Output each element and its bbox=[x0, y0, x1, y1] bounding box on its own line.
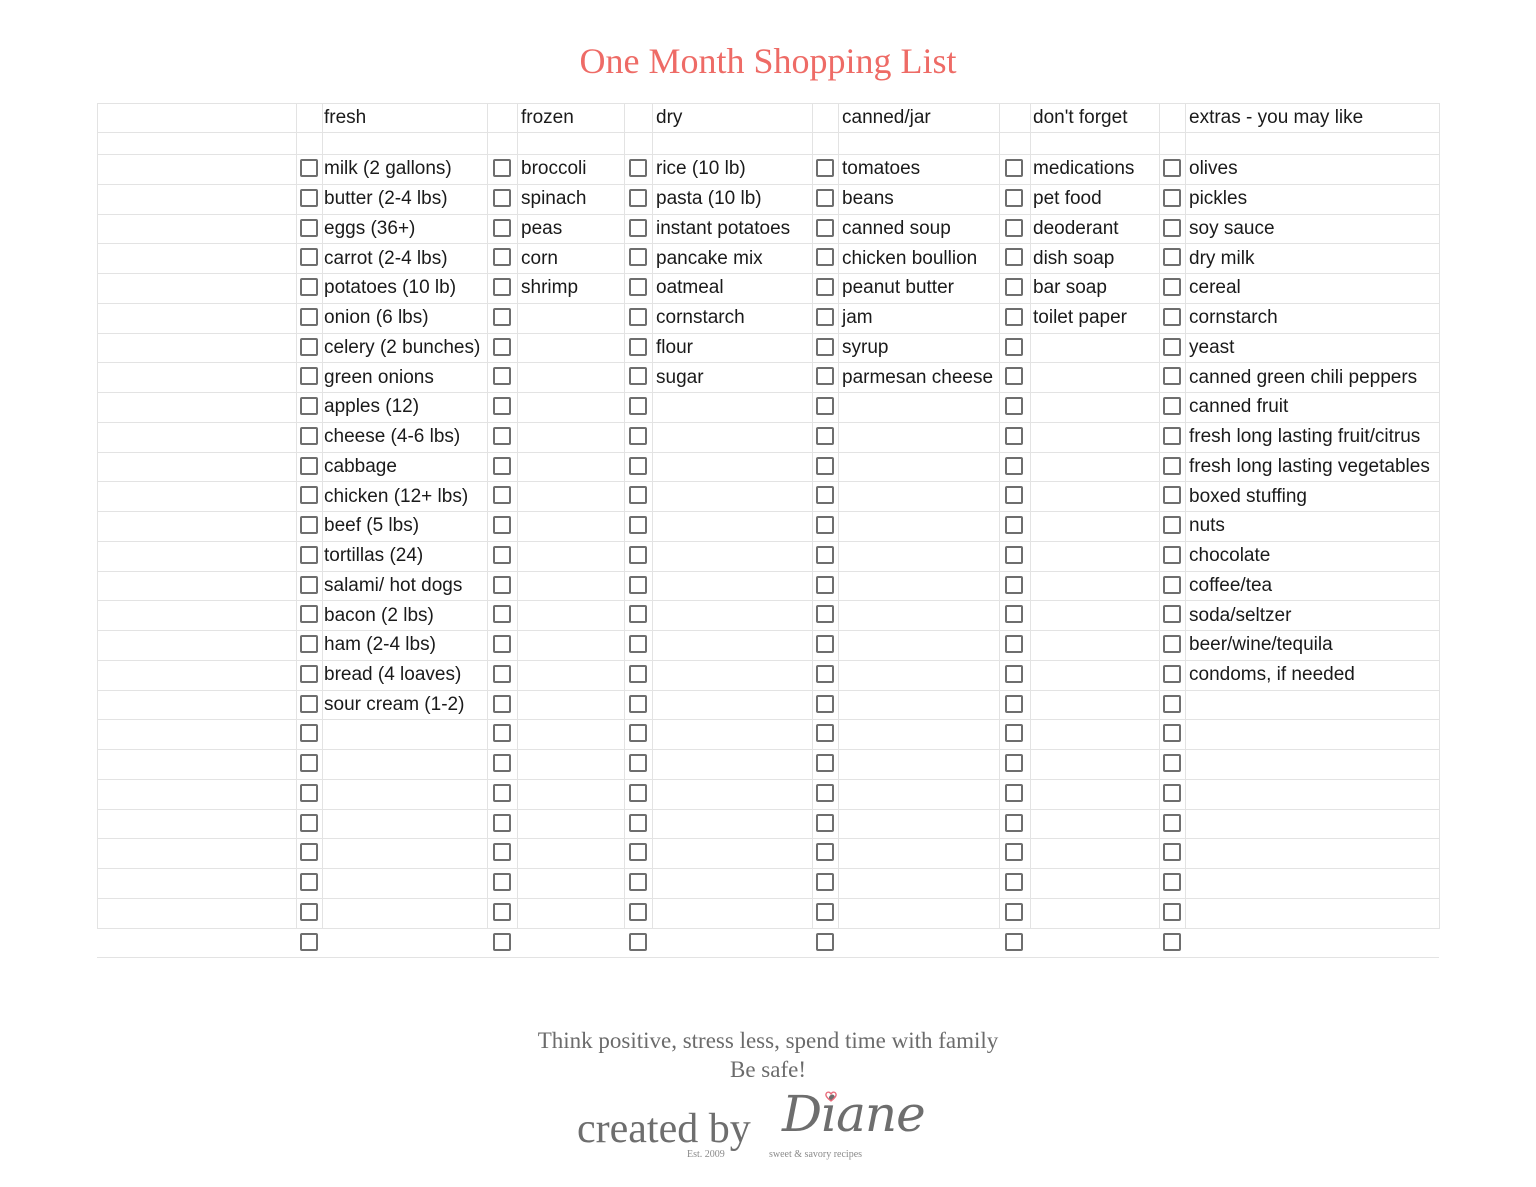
list-item-dry: pancake mix bbox=[656, 247, 763, 269]
table-row bbox=[97, 304, 1439, 334]
table-row bbox=[97, 482, 1439, 512]
checkbox-dry[interactable] bbox=[629, 605, 647, 623]
footer-motto: Think positive, stress less, spend time with family bbox=[537, 1028, 999, 1053]
checkbox-dont_forget[interactable] bbox=[1005, 516, 1023, 534]
list-item-fresh: bacon (2 lbs) bbox=[324, 604, 434, 626]
checkbox-dry[interactable] bbox=[629, 457, 647, 475]
list-item-extras: cereal bbox=[1189, 277, 1241, 299]
checkbox-dry[interactable] bbox=[629, 576, 647, 594]
checkbox-fresh[interactable] bbox=[300, 873, 318, 891]
checkbox-extras[interactable] bbox=[1163, 665, 1181, 683]
checkbox-canned[interactable] bbox=[816, 814, 834, 832]
checkbox-frozen[interactable] bbox=[493, 635, 511, 653]
checkbox-extras[interactable] bbox=[1163, 427, 1181, 445]
checkbox-dry[interactable] bbox=[629, 903, 647, 921]
checkbox-frozen[interactable] bbox=[493, 933, 511, 951]
checkbox-canned[interactable] bbox=[816, 219, 834, 237]
checkbox-frozen[interactable] bbox=[493, 457, 511, 475]
list-item-fresh: cabbage bbox=[324, 455, 397, 477]
checkbox-dry[interactable] bbox=[629, 486, 647, 504]
checkbox-dont_forget[interactable] bbox=[1005, 903, 1023, 921]
table-row bbox=[97, 720, 1439, 750]
checkbox-frozen[interactable] bbox=[493, 873, 511, 891]
checkbox-frozen[interactable] bbox=[493, 248, 511, 266]
logo-main-text: created by bbox=[577, 1106, 751, 1152]
list-item-dry: sugar bbox=[656, 366, 704, 388]
checkbox-fresh[interactable] bbox=[300, 784, 318, 802]
list-item-extras: dry milk bbox=[1189, 247, 1255, 269]
checkbox-fresh[interactable] bbox=[300, 219, 318, 237]
checkbox-frozen[interactable] bbox=[493, 903, 511, 921]
checkbox-extras[interactable] bbox=[1163, 397, 1181, 415]
table-row bbox=[97, 185, 1439, 215]
checkbox-frozen[interactable] bbox=[493, 843, 511, 861]
checkbox-frozen[interactable] bbox=[493, 754, 511, 772]
checkbox-frozen[interactable] bbox=[493, 219, 511, 237]
checkbox-extras[interactable] bbox=[1163, 546, 1181, 564]
list-item-fresh: bread (4 loaves) bbox=[324, 664, 462, 686]
checkbox-dry[interactable] bbox=[629, 219, 647, 237]
table-row bbox=[97, 244, 1439, 274]
checkbox-dont_forget[interactable] bbox=[1005, 724, 1023, 742]
list-item-fresh: carrot (2-4 lbs) bbox=[324, 247, 448, 269]
checkbox-frozen[interactable] bbox=[493, 308, 511, 326]
list-item-fresh: ham (2-4 lbs) bbox=[324, 634, 436, 656]
checkbox-fresh[interactable] bbox=[300, 367, 318, 385]
table-row bbox=[97, 572, 1439, 602]
list-item-fresh: eggs (36+) bbox=[324, 217, 416, 239]
checkbox-dont_forget[interactable] bbox=[1005, 605, 1023, 623]
checkbox-extras[interactable] bbox=[1163, 814, 1181, 832]
list-item-fresh: sour cream (1-2) bbox=[324, 693, 465, 715]
table-row bbox=[97, 780, 1439, 810]
checkbox-extras[interactable] bbox=[1163, 278, 1181, 296]
checkbox-dry[interactable] bbox=[629, 843, 647, 861]
list-item-extras: fresh long lasting vegetables bbox=[1189, 455, 1430, 477]
checkbox-canned[interactable] bbox=[816, 278, 834, 296]
list-item-dry: flour bbox=[656, 336, 693, 358]
checkbox-dont_forget[interactable] bbox=[1005, 873, 1023, 891]
list-item-extras: beer/wine/tequila bbox=[1189, 634, 1333, 656]
checkbox-canned[interactable] bbox=[816, 605, 834, 623]
checkbox-canned[interactable] bbox=[816, 546, 834, 564]
checkbox-fresh[interactable] bbox=[300, 814, 318, 832]
checkbox-dont_forget[interactable] bbox=[1005, 427, 1023, 445]
checkbox-fresh[interactable] bbox=[300, 605, 318, 623]
checkbox-extras[interactable] bbox=[1163, 189, 1181, 207]
checkbox-canned[interactable] bbox=[816, 635, 834, 653]
column-header-dry: dry bbox=[656, 107, 683, 128]
checkbox-fresh[interactable] bbox=[300, 933, 318, 951]
checkbox-frozen[interactable] bbox=[493, 546, 511, 564]
table-row bbox=[97, 631, 1439, 661]
checkbox-canned[interactable] bbox=[816, 516, 834, 534]
checkbox-fresh[interactable] bbox=[300, 397, 318, 415]
list-item-extras: nuts bbox=[1189, 515, 1225, 537]
checkbox-frozen[interactable] bbox=[493, 367, 511, 385]
checkbox-extras[interactable] bbox=[1163, 933, 1181, 951]
list-item-extras: olives bbox=[1189, 158, 1238, 180]
list-item-extras: canned green chili peppers bbox=[1189, 366, 1418, 388]
checkbox-canned[interactable] bbox=[816, 843, 834, 861]
column-header-dont_forget: don't forget bbox=[1033, 107, 1128, 128]
table-row bbox=[97, 334, 1439, 364]
checkbox-dry[interactable] bbox=[629, 367, 647, 385]
table-row bbox=[97, 899, 1439, 929]
list-item-extras: fresh long lasting fruit/citrus bbox=[1189, 426, 1421, 448]
checkbox-extras[interactable] bbox=[1163, 576, 1181, 594]
table-row bbox=[97, 423, 1439, 453]
checkbox-extras[interactable] bbox=[1163, 843, 1181, 861]
checkbox-canned[interactable] bbox=[816, 576, 834, 594]
checkbox-dont_forget[interactable] bbox=[1005, 486, 1023, 504]
checkbox-canned[interactable] bbox=[816, 457, 834, 475]
checkbox-dont_forget[interactable] bbox=[1005, 248, 1023, 266]
list-item-extras: yeast bbox=[1189, 336, 1235, 358]
checkbox-dry[interactable] bbox=[629, 724, 647, 742]
list-item-fresh: tortillas (24) bbox=[324, 545, 424, 567]
checkbox-canned[interactable] bbox=[816, 933, 834, 951]
list-item-frozen: shrimp bbox=[521, 277, 579, 299]
checkbox-fresh[interactable] bbox=[300, 338, 318, 356]
table-row bbox=[97, 929, 1439, 959]
checkbox-dry[interactable] bbox=[629, 278, 647, 296]
checkbox-fresh[interactable] bbox=[300, 159, 318, 177]
table-row bbox=[97, 810, 1439, 840]
list-item-canned: peanut butter bbox=[842, 277, 954, 299]
table-row bbox=[97, 274, 1439, 304]
list-item-extras: chocolate bbox=[1189, 545, 1271, 567]
checkbox-canned[interactable] bbox=[816, 724, 834, 742]
checkbox-dont_forget[interactable] bbox=[1005, 189, 1023, 207]
checkbox-extras[interactable] bbox=[1163, 695, 1181, 713]
table-row bbox=[97, 363, 1439, 393]
checkbox-frozen[interactable] bbox=[493, 397, 511, 415]
checkbox-dry[interactable] bbox=[629, 814, 647, 832]
checkbox-fresh[interactable] bbox=[300, 903, 318, 921]
table-row bbox=[97, 691, 1439, 721]
list-item-dry: oatmeal bbox=[656, 277, 724, 299]
checkbox-canned[interactable] bbox=[816, 784, 834, 802]
list-item-fresh: butter (2-4 lbs) bbox=[324, 188, 448, 210]
logo-tagline: sweet & savory recipes bbox=[769, 1149, 863, 1160]
table-row bbox=[97, 155, 1439, 185]
list-item-canned: jam bbox=[842, 307, 873, 329]
list-item-canned: canned soup bbox=[842, 217, 951, 239]
checkbox-fresh[interactable] bbox=[300, 248, 318, 266]
checkbox-fresh[interactable] bbox=[300, 486, 318, 504]
checkbox-canned[interactable] bbox=[816, 754, 834, 772]
checkbox-canned[interactable] bbox=[816, 308, 834, 326]
checkbox-extras[interactable] bbox=[1163, 605, 1181, 623]
list-item-extras: pickles bbox=[1189, 188, 1248, 210]
footer-be-safe: Be safe! bbox=[730, 1057, 806, 1082]
checkbox-frozen[interactable] bbox=[493, 278, 511, 296]
table-row bbox=[97, 512, 1439, 542]
checkbox-dont_forget[interactable] bbox=[1005, 397, 1023, 415]
checkbox-fresh[interactable] bbox=[300, 695, 318, 713]
checkbox-extras[interactable] bbox=[1163, 308, 1181, 326]
list-item-fresh: beef (5 lbs) bbox=[324, 515, 420, 537]
checkbox-fresh[interactable] bbox=[300, 754, 318, 772]
table-row bbox=[97, 453, 1439, 483]
checkbox-dry[interactable] bbox=[629, 695, 647, 713]
checkbox-dry[interactable] bbox=[629, 516, 647, 534]
checkbox-extras[interactable] bbox=[1163, 367, 1181, 385]
checkbox-extras[interactable] bbox=[1163, 724, 1181, 742]
list-item-extras: soy sauce bbox=[1189, 217, 1275, 239]
spacer-row bbox=[97, 133, 1439, 155]
checkbox-dont_forget[interactable] bbox=[1005, 695, 1023, 713]
checkbox-fresh[interactable] bbox=[300, 516, 318, 534]
checkbox-frozen[interactable] bbox=[493, 784, 511, 802]
list-item-canned: parmesan cheese bbox=[842, 366, 994, 388]
checkbox-frozen[interactable] bbox=[493, 486, 511, 504]
checkbox-extras[interactable] bbox=[1163, 159, 1181, 177]
column-header-fresh: fresh bbox=[324, 107, 367, 128]
checkbox-dry[interactable] bbox=[629, 189, 647, 207]
list-item-canned: tomatoes bbox=[842, 158, 921, 180]
checkbox-extras[interactable] bbox=[1163, 248, 1181, 266]
created-by-diane-logo bbox=[577, 1085, 937, 1168]
checkbox-extras[interactable] bbox=[1163, 486, 1181, 504]
checkbox-fresh[interactable] bbox=[300, 843, 318, 861]
table-row bbox=[97, 750, 1439, 780]
list-item-extras: condoms, if needed bbox=[1189, 664, 1355, 686]
checkbox-dry[interactable] bbox=[629, 784, 647, 802]
checkbox-canned[interactable] bbox=[816, 367, 834, 385]
checkbox-frozen[interactable] bbox=[493, 576, 511, 594]
column-header-extras: extras - you may like bbox=[1189, 107, 1364, 128]
column-header-canned: canned/jar bbox=[842, 107, 931, 128]
checkbox-fresh[interactable] bbox=[300, 724, 318, 742]
checkbox-fresh[interactable] bbox=[300, 427, 318, 445]
checkbox-canned[interactable] bbox=[816, 159, 834, 177]
list-item-fresh: cheese (4-6 lbs) bbox=[324, 426, 461, 448]
list-item-dont_forget: toilet paper bbox=[1033, 307, 1128, 329]
logo-est: Est. 2009 bbox=[687, 1149, 725, 1160]
checkbox-fresh[interactable] bbox=[300, 189, 318, 207]
checkbox-fresh[interactable] bbox=[300, 546, 318, 564]
checkbox-dont_forget[interactable] bbox=[1005, 546, 1023, 564]
checkbox-dry[interactable] bbox=[629, 338, 647, 356]
list-item-extras: cornstarch bbox=[1189, 307, 1278, 329]
list-item-frozen: broccoli bbox=[521, 158, 587, 180]
checkbox-fresh[interactable] bbox=[300, 278, 318, 296]
list-item-canned: syrup bbox=[842, 336, 889, 358]
list-item-dry: instant potatoes bbox=[656, 217, 791, 239]
list-item-fresh: onion (6 lbs) bbox=[324, 307, 429, 329]
checkbox-dry[interactable] bbox=[629, 427, 647, 445]
table-row bbox=[97, 661, 1439, 691]
checkbox-frozen[interactable] bbox=[493, 338, 511, 356]
checkbox-frozen[interactable] bbox=[493, 516, 511, 534]
table-row bbox=[97, 601, 1439, 631]
logo-script-text: Diane bbox=[782, 1085, 925, 1143]
checkbox-extras[interactable] bbox=[1163, 338, 1181, 356]
list-item-dont_forget: bar soap bbox=[1033, 277, 1107, 299]
checkbox-dont_forget[interactable] bbox=[1005, 754, 1023, 772]
page-title: One Month Shopping List bbox=[579, 41, 957, 81]
checkbox-frozen[interactable] bbox=[493, 427, 511, 445]
checkbox-extras[interactable] bbox=[1163, 219, 1181, 237]
checkbox-dont_forget[interactable] bbox=[1005, 576, 1023, 594]
checkbox-dont_forget[interactable] bbox=[1005, 159, 1023, 177]
checkbox-dont_forget[interactable] bbox=[1005, 784, 1023, 802]
checkbox-frozen[interactable] bbox=[493, 159, 511, 177]
checkbox-fresh[interactable] bbox=[300, 308, 318, 326]
checkbox-dry[interactable] bbox=[629, 635, 647, 653]
checkbox-dont_forget[interactable] bbox=[1005, 338, 1023, 356]
column-header-frozen: frozen bbox=[521, 107, 574, 128]
checkbox-canned[interactable] bbox=[816, 873, 834, 891]
list-item-fresh: celery (2 bunches) bbox=[324, 336, 481, 358]
shopping-list-sheet bbox=[97, 104, 1439, 958]
list-item-extras: boxed stuffing bbox=[1189, 485, 1307, 507]
list-item-dont_forget: pet food bbox=[1033, 188, 1102, 210]
checkbox-dry[interactable] bbox=[629, 873, 647, 891]
checkbox-frozen[interactable] bbox=[493, 665, 511, 683]
list-item-fresh: milk (2 gallons) bbox=[324, 158, 452, 180]
list-item-dry: rice (10 lb) bbox=[656, 158, 746, 180]
table-row bbox=[97, 542, 1439, 572]
list-item-fresh: salami/ hot dogs bbox=[324, 574, 463, 596]
list-item-canned: beans bbox=[842, 188, 894, 210]
checkbox-extras[interactable] bbox=[1163, 516, 1181, 534]
checkbox-dont_forget[interactable] bbox=[1005, 933, 1023, 951]
list-item-canned: chicken boullion bbox=[842, 247, 978, 269]
checkbox-dry[interactable] bbox=[629, 248, 647, 266]
checkbox-extras[interactable] bbox=[1163, 903, 1181, 921]
checkbox-canned[interactable] bbox=[816, 427, 834, 445]
list-item-dry: pasta (10 lb) bbox=[656, 188, 762, 210]
checkbox-dry[interactable] bbox=[629, 397, 647, 415]
checkbox-dont_forget[interactable] bbox=[1005, 308, 1023, 326]
checkbox-canned[interactable] bbox=[816, 695, 834, 713]
checkbox-dry[interactable] bbox=[629, 159, 647, 177]
checkbox-dont_forget[interactable] bbox=[1005, 219, 1023, 237]
checkbox-dont_forget[interactable] bbox=[1005, 457, 1023, 475]
checkbox-frozen[interactable] bbox=[493, 189, 511, 207]
checkbox-dry[interactable] bbox=[629, 308, 647, 326]
list-item-extras: coffee/tea bbox=[1189, 574, 1273, 596]
checkbox-dont_forget[interactable] bbox=[1005, 814, 1023, 832]
list-item-fresh: potatoes (10 lb) bbox=[324, 277, 457, 299]
checkbox-dont_forget[interactable] bbox=[1005, 665, 1023, 683]
header-row bbox=[97, 104, 1439, 133]
checkbox-frozen[interactable] bbox=[493, 605, 511, 623]
list-item-dont_forget: dish soap bbox=[1033, 247, 1115, 269]
checkbox-canned[interactable] bbox=[816, 248, 834, 266]
list-item-frozen: spinach bbox=[521, 188, 587, 210]
checkbox-frozen[interactable] bbox=[493, 724, 511, 742]
checkbox-dry[interactable] bbox=[629, 665, 647, 683]
checkbox-fresh[interactable] bbox=[300, 665, 318, 683]
checkbox-extras[interactable] bbox=[1163, 635, 1181, 653]
checkbox-canned[interactable] bbox=[816, 665, 834, 683]
checkbox-canned[interactable] bbox=[816, 338, 834, 356]
checkbox-dont_forget[interactable] bbox=[1005, 278, 1023, 296]
list-item-dont_forget: medications bbox=[1033, 158, 1135, 180]
checkbox-fresh[interactable] bbox=[300, 576, 318, 594]
checkbox-dont_forget[interactable] bbox=[1005, 367, 1023, 385]
checkbox-extras[interactable] bbox=[1163, 873, 1181, 891]
list-item-extras: soda/seltzer bbox=[1189, 604, 1292, 626]
list-item-dry: cornstarch bbox=[656, 307, 745, 329]
grid-column-line bbox=[1439, 103, 1440, 929]
list-item-fresh: green onions bbox=[324, 366, 434, 388]
checkbox-canned[interactable] bbox=[816, 189, 834, 207]
table-row bbox=[97, 869, 1439, 899]
list-item-extras: canned fruit bbox=[1189, 396, 1289, 418]
list-item-frozen: corn bbox=[521, 247, 558, 269]
checkbox-canned[interactable] bbox=[816, 486, 834, 504]
table-row bbox=[97, 215, 1439, 245]
list-item-frozen: peas bbox=[521, 217, 563, 239]
checkbox-canned[interactable] bbox=[816, 397, 834, 415]
checkbox-extras[interactable] bbox=[1163, 754, 1181, 772]
checkbox-extras[interactable] bbox=[1163, 784, 1181, 802]
list-item-dont_forget: deoderant bbox=[1033, 217, 1119, 239]
checkbox-canned[interactable] bbox=[816, 903, 834, 921]
list-item-fresh: apples (12) bbox=[324, 396, 420, 418]
table-row bbox=[97, 393, 1439, 423]
checkbox-frozen[interactable] bbox=[493, 695, 511, 713]
checkbox-dont_forget[interactable] bbox=[1005, 843, 1023, 861]
checkbox-fresh[interactable] bbox=[300, 457, 318, 475]
checkbox-dont_forget[interactable] bbox=[1005, 635, 1023, 653]
list-item-fresh: chicken (12+ lbs) bbox=[324, 485, 469, 507]
checkbox-dry[interactable] bbox=[629, 546, 647, 564]
heart-icon bbox=[824, 1089, 838, 1103]
checkbox-dry[interactable] bbox=[629, 933, 647, 951]
checkbox-dry[interactable] bbox=[629, 754, 647, 772]
checkbox-frozen[interactable] bbox=[493, 814, 511, 832]
checkbox-fresh[interactable] bbox=[300, 635, 318, 653]
table-row bbox=[97, 839, 1439, 869]
checkbox-extras[interactable] bbox=[1163, 457, 1181, 475]
